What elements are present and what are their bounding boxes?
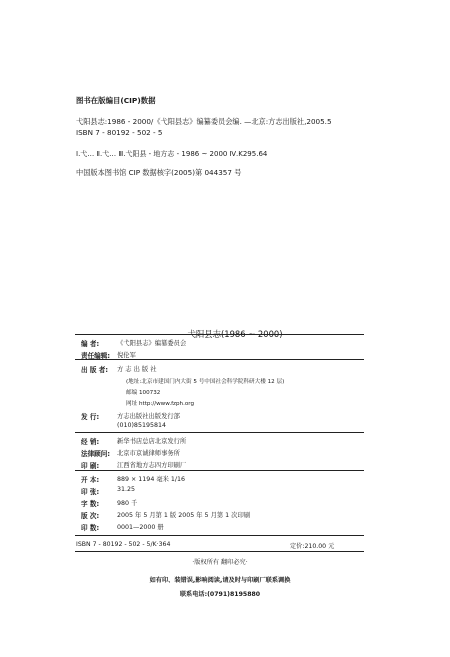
- value-word-count: 980 千: [117, 500, 138, 507]
- value-format: 889 × 1194 毫米 1/16: [117, 476, 186, 483]
- label-word-count: 字 数:: [81, 500, 100, 508]
- divider-2: [75, 432, 364, 433]
- rights-notice: ·版权所有 翻印必究·: [192, 559, 248, 566]
- value-responsible-editor: 倪伦军: [117, 352, 136, 359]
- publisher-postcode: 邮编 100732: [126, 390, 161, 396]
- defect-notice: 如有印、装错误,影响阅读,请及时与印刷厂联系调换: [149, 577, 291, 584]
- distribution-phone: (010)85195814: [117, 422, 166, 429]
- value-editor: 《弋阳县志》编纂委员会: [117, 340, 187, 347]
- label-editor: 编 者:: [81, 340, 100, 348]
- bottom-rule-top: [75, 535, 364, 536]
- label-printer: 印 刷:: [81, 462, 100, 470]
- label-format: 开 本:: [81, 476, 100, 484]
- value-legal-advisor: 北京市京诚律师事务所: [117, 450, 180, 457]
- divider-1: [75, 359, 364, 360]
- cip-line-4: 中国版本图书馆 CIP 数据核字(2005)第 044357 号: [76, 168, 242, 177]
- value-printer: 江西省地方志四方印刷厂: [117, 462, 187, 469]
- value-seller: 新华书店总店北京发行所: [117, 438, 187, 445]
- label-publisher: 出 版 者:: [81, 366, 109, 374]
- label-seller: 经 销:: [81, 438, 100, 446]
- label-edition: 版 次:: [81, 512, 100, 520]
- value-distribution: 方志出版社出版发行部: [117, 413, 180, 420]
- price: 定价:210.00 元: [290, 543, 335, 550]
- isbn-code: ISBN 7 - 80192 - 502 - 5/K·364: [76, 541, 171, 548]
- top-rule: [75, 334, 364, 335]
- cip-line-1: 弋阳县志:1986 - 2000/《弋阳县志》编纂委员会编. —北京:方志出版社,2005.5: [76, 117, 332, 126]
- book-title: 弋阳县志(1986 ~ 2000): [187, 329, 283, 339]
- label-legal-advisor: 法律顾问:: [81, 450, 111, 458]
- cip-line-3: Ⅰ.弋… Ⅱ.弋… Ⅲ.弋阳县 - 地方志 - 1986 ~ 2000 Ⅳ.K295.64: [76, 150, 268, 158]
- label-sheets: 印 张:: [81, 488, 100, 496]
- cip-heading: 图书在版编目(CIP)数据: [76, 96, 156, 105]
- value-print-run: 0001—2000 册: [117, 524, 164, 531]
- publisher-address: (地址:北京市建国门内大街 5 号中国社会科学院科研大楼 12 层): [126, 379, 285, 385]
- cip-line-2: ISBN 7 - 80192 - 502 - 5: [76, 128, 163, 137]
- value-publisher: 方 志 出 版 社: [117, 366, 157, 373]
- contact-phone: 联系电话:(0791)8195880: [179, 591, 261, 598]
- bottom-rule: [75, 551, 364, 552]
- label-print-run: 印 数:: [81, 524, 100, 532]
- divider-3: [75, 470, 364, 471]
- label-responsible-editor: 责任编辑:: [81, 352, 111, 360]
- label-distribution: 发 行:: [81, 413, 100, 421]
- value-sheets: 31.25: [117, 486, 136, 493]
- value-edition: 2005 年 5 月第 1 版 2005 年 5 月第 1 次印刷: [117, 512, 251, 519]
- publisher-website: 网址 http://www.fzph.org: [126, 401, 195, 407]
